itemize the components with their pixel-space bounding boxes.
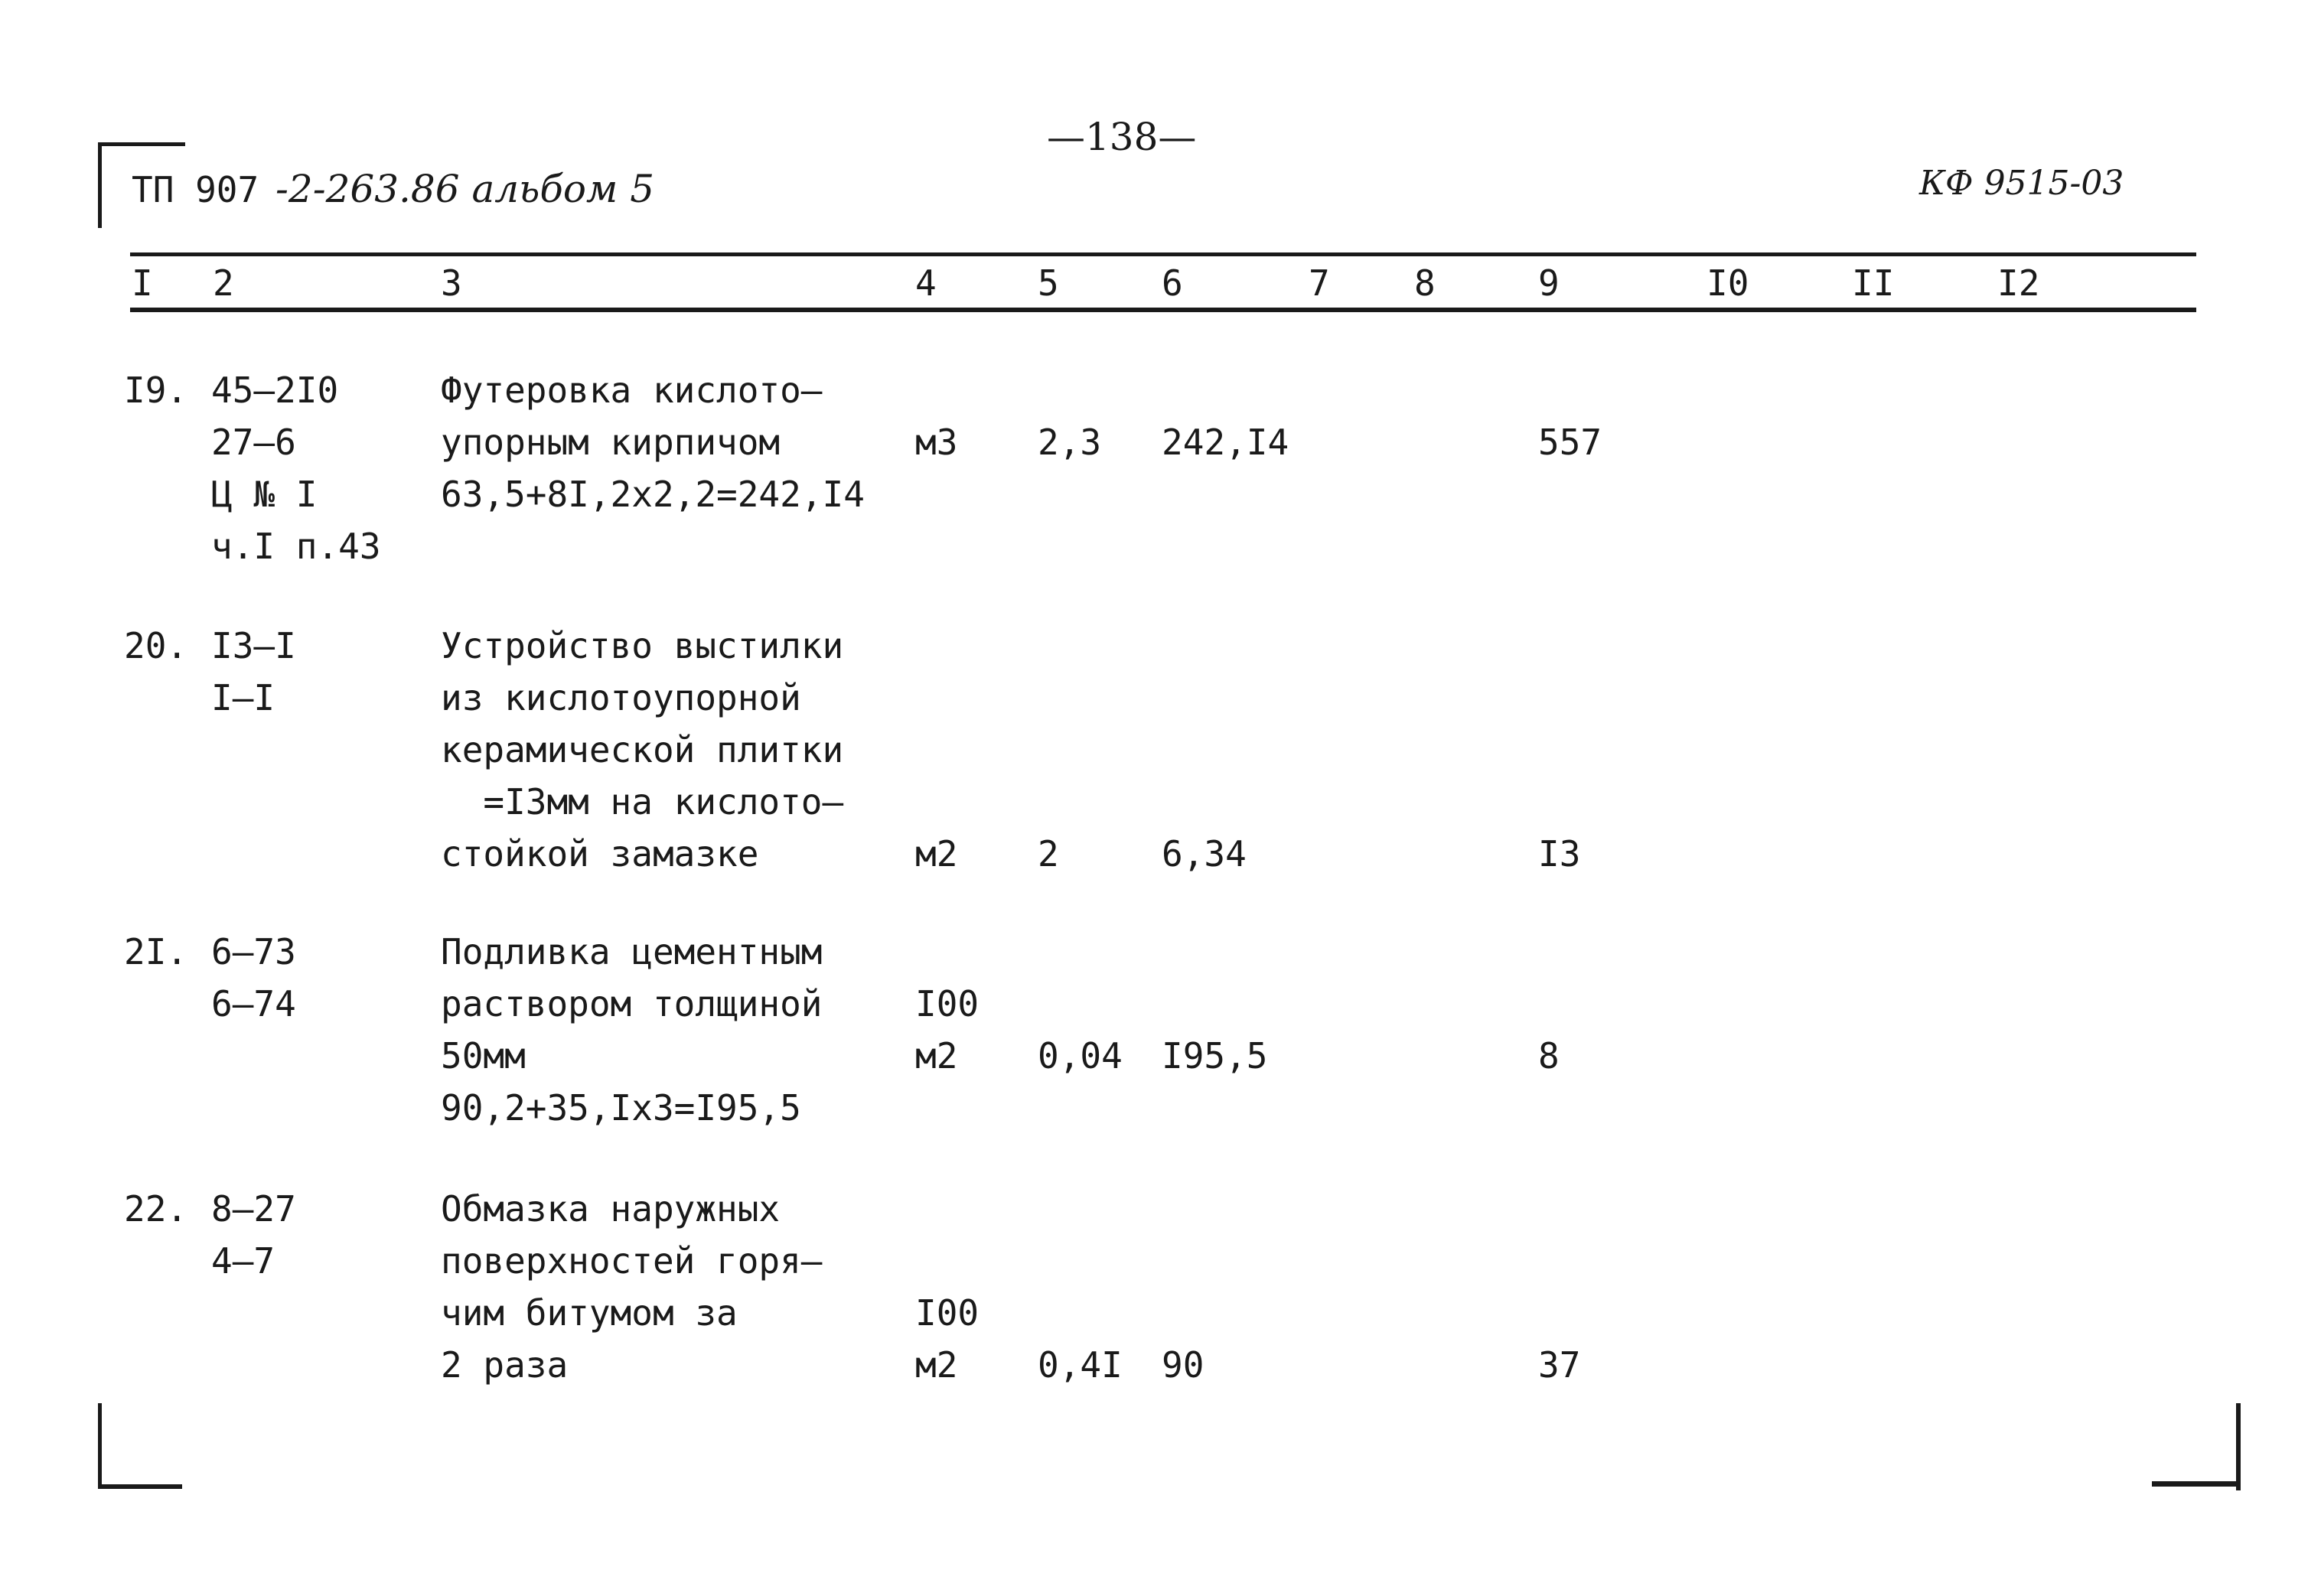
row-number: 22.	[124, 1188, 188, 1230]
frame-corner-top-left-vertical	[98, 142, 102, 228]
row-total: I3	[1538, 833, 1581, 875]
row-unit: м2	[915, 833, 958, 875]
frame-corner-bottom-right-vertical	[2236, 1403, 2241, 1490]
row-description: стойкой замазке	[441, 833, 759, 875]
row-total: 8	[1538, 1035, 1560, 1076]
doc-code-handwritten: -2-263.86 альбом 5	[275, 167, 655, 211]
row-description: раствором толщиной	[441, 983, 823, 1024]
row-description: Футеровка кислото–	[441, 370, 823, 411]
row-code: 8–27	[211, 1188, 296, 1230]
frame-corner-bottom-right-horizontal	[2152, 1481, 2241, 1487]
column-header-10: I0	[1707, 262, 1749, 304]
row-code: I–I	[211, 677, 275, 718]
row-unit: I00	[915, 983, 980, 1024]
row-total: 37	[1538, 1344, 1581, 1386]
row-price: 90	[1162, 1344, 1205, 1386]
frame-corner-bottom-left-horizontal	[98, 1484, 182, 1489]
column-header-2: 2	[213, 262, 234, 304]
row-description: Устройство выстилки	[441, 625, 844, 666]
header-rule-top	[130, 252, 2196, 256]
row-description: =I3мм на кислото–	[441, 781, 844, 822]
page-number: —138—	[1047, 115, 1197, 159]
row-description: 90,2+35,Iх3=I95,5	[441, 1087, 801, 1129]
doc-code: ТП 907	[132, 169, 259, 210]
row-number: 20.	[124, 625, 188, 666]
row-description: 2 раза	[441, 1344, 569, 1386]
row-description: поверхностей горя–	[441, 1240, 823, 1282]
row-description: из кислотоупорной	[441, 677, 801, 718]
row-code: Ц № I	[211, 474, 318, 515]
row-quantity: 0,04	[1038, 1035, 1123, 1076]
column-header-8: 8	[1414, 262, 1436, 304]
row-code: 6–73	[211, 931, 296, 972]
column-header-11: II	[1852, 262, 1895, 304]
row-description: Обмазка наружных	[441, 1188, 781, 1230]
row-description: Подливка цементным	[441, 931, 823, 972]
row-unit: м2	[915, 1344, 958, 1386]
row-code: I3–I	[211, 625, 296, 666]
row-number: 2I.	[124, 931, 188, 972]
column-header-12: I2	[1997, 262, 2040, 304]
row-description: 63,5+8I,2х2,2=242,I4	[441, 474, 865, 515]
doc-reference: КФ 9515-03	[1919, 164, 2124, 203]
row-quantity: 0,4I	[1038, 1344, 1123, 1386]
row-quantity: 2,3	[1038, 422, 1102, 463]
row-code: 4–7	[211, 1240, 275, 1282]
column-header-1: I	[132, 262, 153, 304]
column-header-5: 5	[1038, 262, 1059, 304]
row-code: 27–6	[211, 422, 296, 463]
row-unit: I00	[915, 1292, 980, 1334]
column-header-3: 3	[441, 262, 462, 304]
row-price: I95,5	[1162, 1035, 1268, 1076]
row-total: 557	[1538, 422, 1602, 463]
frame-corner-top-left-horizontal	[99, 142, 185, 146]
column-header-6: 6	[1162, 262, 1183, 304]
row-price: 242,I4	[1162, 422, 1289, 463]
row-unit: м3	[915, 422, 958, 463]
row-code: 45–2I0	[211, 370, 339, 411]
row-code: ч.I п.43	[211, 526, 381, 567]
column-header-7: 7	[1309, 262, 1330, 304]
frame-corner-bottom-left-vertical	[98, 1403, 102, 1487]
row-description: керамической плитки	[441, 729, 844, 770]
row-quantity: 2	[1038, 833, 1059, 875]
row-code: 6–74	[211, 983, 296, 1024]
row-description: упорным кирпичом	[441, 422, 781, 463]
row-price: 6,34	[1162, 833, 1247, 875]
row-description: 50мм	[441, 1035, 526, 1076]
row-description: чим битумом за	[441, 1292, 738, 1334]
column-header-9: 9	[1538, 262, 1560, 304]
column-header-4: 4	[915, 262, 937, 304]
row-number: I9.	[124, 370, 188, 411]
row-unit: м2	[915, 1035, 958, 1076]
